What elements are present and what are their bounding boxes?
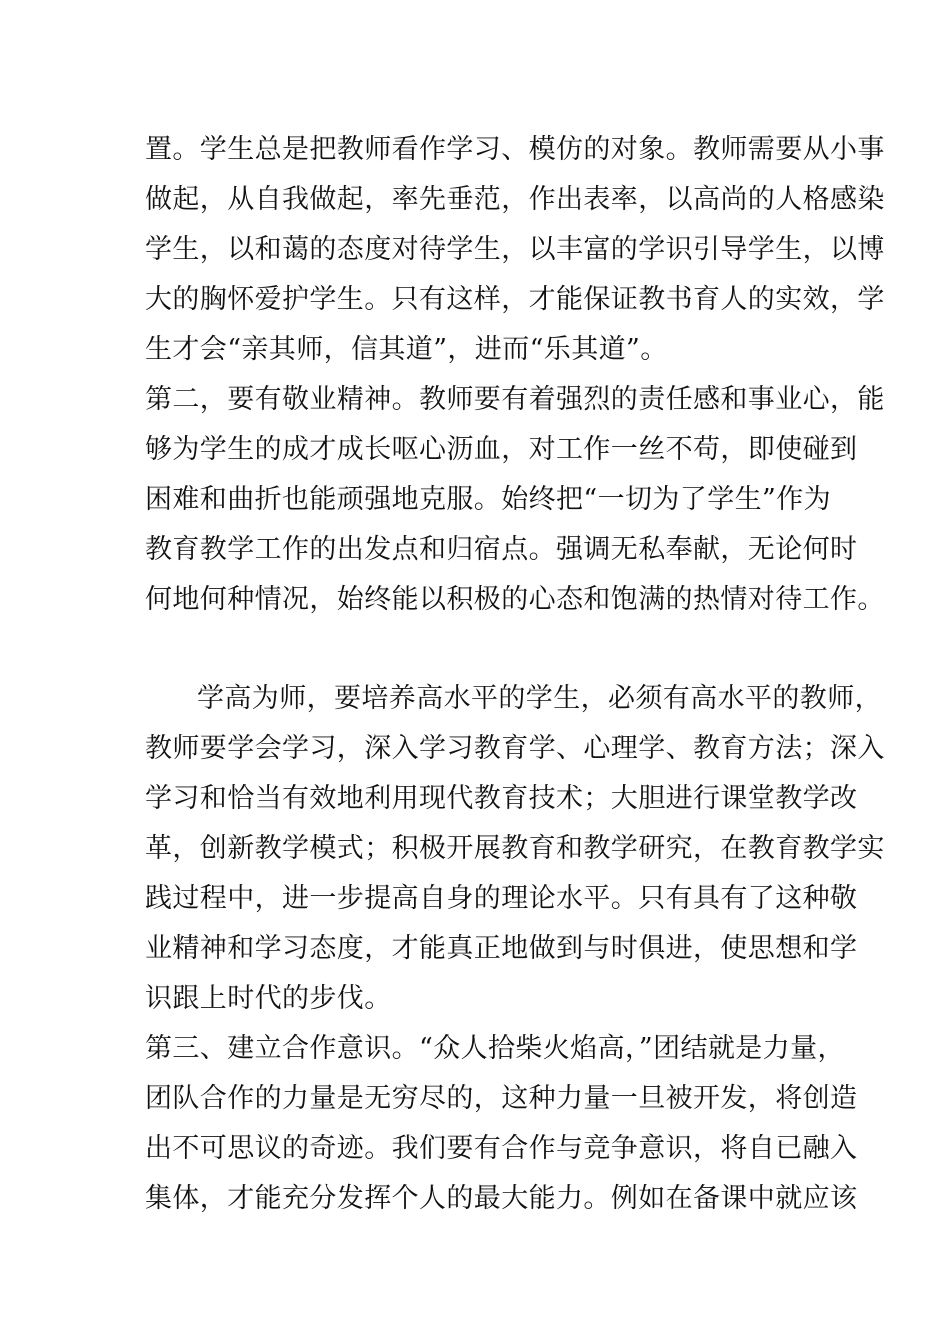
text-line: 集体，才能充分发挥个人的最大能力。例如在备课中就应该: [145, 1183, 858, 1214]
text-line: 出不可思议的奇迹。我们要有合作与竞争意识，将自已融入: [145, 1133, 858, 1164]
text-line: 学生，以和蔼的态度对待学生，以丰富的学识引导学生，以博: [145, 234, 885, 265]
text-line: 置。学生总是把教师看作学习、模仿的对象。教师需要从小事: [145, 134, 885, 165]
text-line: 革，创新教学模式；积极开展教育和教学研究，在教育教学实: [145, 833, 885, 864]
text-line: 大的胸怀爱护学生。只有这样，才能保证教书育人的实效，学: [145, 284, 885, 315]
text-line: 第二，要有敬业精神。教师要有着强烈的责任感和事业心，能: [145, 384, 885, 415]
text-line: 团队合作的力量是无穷尽的，这种力量一旦被开发，将创造: [145, 1083, 858, 1114]
text-line: 践过程中，进一步提高自身的理论水平。只有具有了这种敬: [145, 883, 858, 914]
paragraph-first-line: 学高为师，要培养高水平的学生，必须有高水平的教师，: [197, 683, 882, 714]
text-line: 教师要学会学习，深入学习教育学、心理学、教育方法；深入: [145, 733, 885, 764]
text-line: 第三、建立合作意识。“众人拾柴火焰高，”团结就是力量，: [145, 1033, 845, 1064]
text-line: 生才会“亲其师，信其道”，进而“乐其道”。: [145, 334, 668, 365]
text-line: 困难和曲折也能顽强地克服。始终把“一切为了学生”作为: [145, 484, 832, 515]
text-line: 够为学生的成才成长呕心沥血，对工作一丝不苟，即使碰到: [145, 434, 858, 465]
text-line: 何地何种情况，始终能以积极的心态和饱满的热情对待工作。: [145, 584, 885, 615]
text-line: 学习和恰当有效地利用现代教育技术；大胆进行课堂教学改: [145, 783, 858, 814]
text-line: 做起，从自我做起，率先垂范，作出表率，以高尚的人格感染: [145, 184, 885, 215]
text-line: 识跟上时代的步伐。: [145, 983, 392, 1014]
text-line: 业精神和学习态度，才能真正地做到与时俱进，使思想和学: [145, 933, 858, 964]
text-line: 教育教学工作的出发点和归宿点。强调无私奉献，无论何时: [145, 534, 858, 565]
